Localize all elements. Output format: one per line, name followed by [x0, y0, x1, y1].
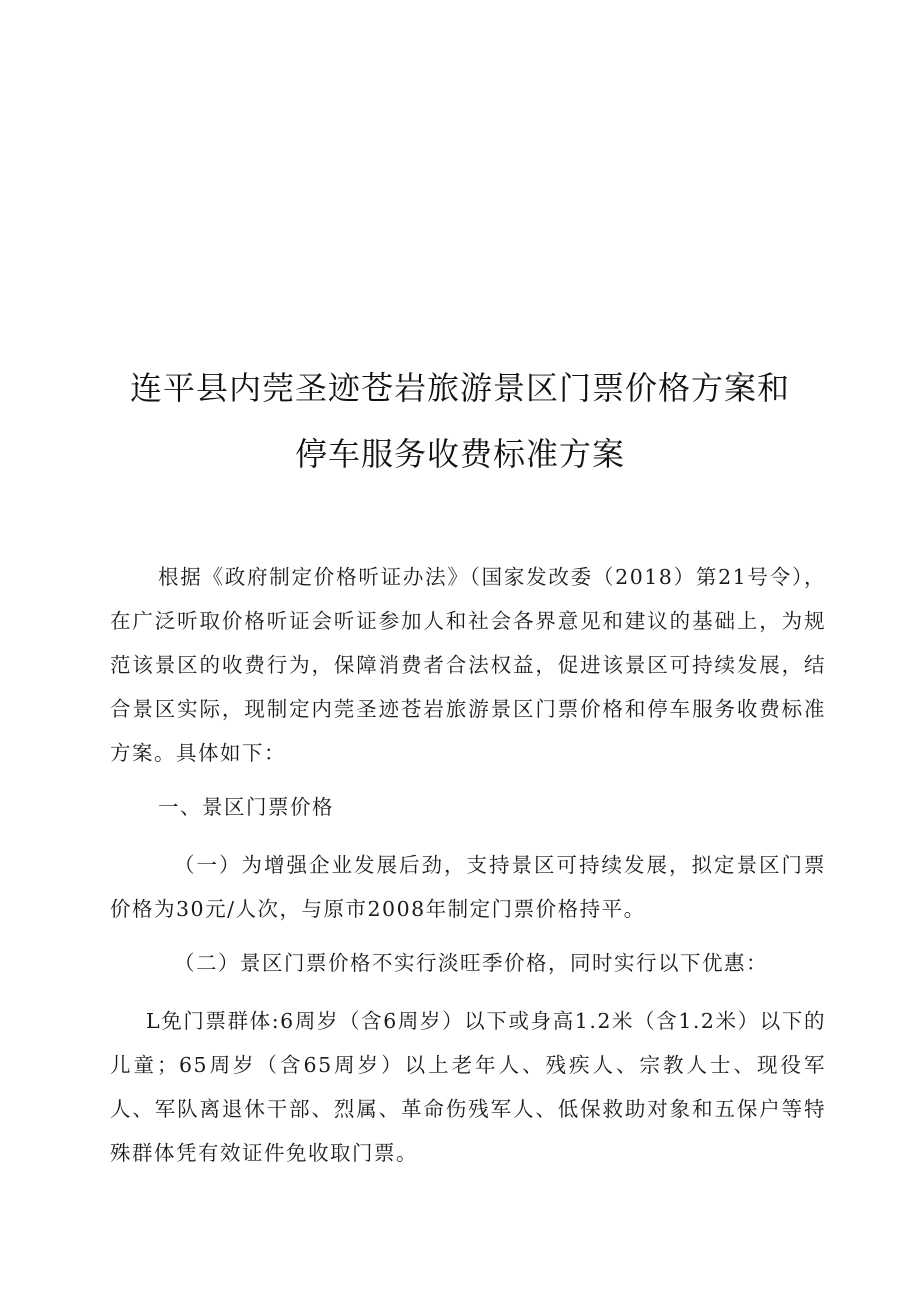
title-line-1: 连平县内莞圣迹苍岩旅游景区门票价格方案和: [129, 369, 790, 407]
section-heading-ticket-price: 一、景区门票价格: [158, 794, 334, 819]
paragraph-item-one: （一）为增强企业发展后劲，支持景区可持续发展，拟定景区门票价格为30元/人次，与原市2008年制定门票价格持平。: [110, 852, 826, 921]
paragraph-intro: 根据《政府制定价格听证办法》（国家发改委（2018）第21号令），在广泛听取价格听证会听证参加人和社会各界意见和建议的基础上，为规范该景区的收费行为，保障消费者合法权益，促进该景区可持续发展，结合景区实际，现制定内莞圣迹苍岩旅游景区门票价格和停车服务收费标准方案。具体如下：: [110, 564, 826, 765]
title-line-2: 停车服务收费标准方案: [294, 435, 625, 473]
paragraph-item-two: （二）景区门票价格不实行淡旺季价格，同时实行以下优惠：: [174, 950, 768, 975]
document-title: [60, 355, 860, 487]
paragraph-free-ticket-groups: L免门票群体:6周岁（含6周岁）以下或身高1.2米（含1.2米）以下的儿童；65周岁（含65周岁）以上老年人、残疾人、宗教人士、现役军人、军队离退休干部、烈属、革命伤残军人、低保救助对象和五保户等特殊群体凭有效证件免收取门票。: [110, 1008, 826, 1165]
